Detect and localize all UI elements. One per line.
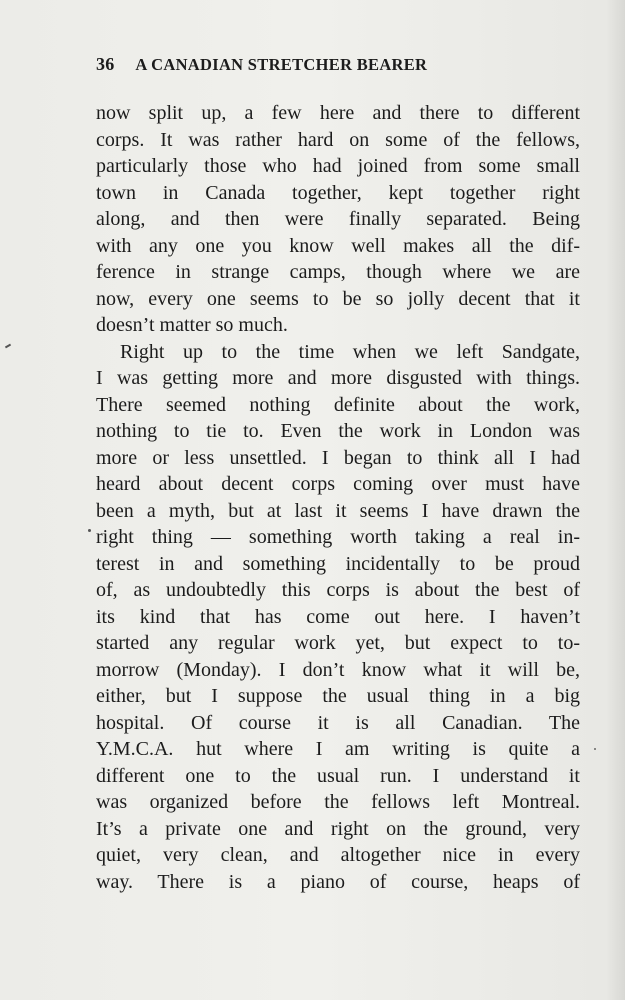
text-line: its kind that has come out here. I haven’t — [96, 605, 580, 628]
running-title: A CANADIAN STRETCHER BEARER — [135, 55, 428, 74]
text-line: corps. It was rather hard on some of the fellows, — [96, 128, 580, 151]
running-header — [96, 54, 536, 84]
text-line: of, as undoubtedly this corps is about the best of — [96, 579, 580, 601]
scan-speck — [88, 529, 91, 532]
text-line: different one to the usual run. I understand it — [96, 764, 580, 787]
text-line: terest in and something incidentally to be proud — [96, 552, 580, 575]
text-line: now, every one seems to be so jolly decent that it — [96, 287, 580, 310]
text-line: nothing to tie to. Even the work in London was — [96, 420, 580, 442]
text-line: morrow (Monday). I don’t know what it will be, — [96, 658, 580, 681]
text-line: with any one you know well makes all the dif- — [96, 234, 580, 257]
text-line: There seemed nothing definite about the work, — [96, 393, 580, 416]
text-line: Right up to the time when we left Sandgate, — [120, 340, 580, 363]
text-line: along, and then were finally separated. Being — [96, 208, 580, 230]
text-line: started any regular work yet, but expect to to- — [96, 632, 580, 654]
text-line: quiet, very clean, and altogether nice in every — [96, 844, 580, 866]
text-line: doesn’t matter so much. — [96, 314, 288, 336]
text-line: ference in strange camps, though where we are — [96, 261, 580, 283]
text-line: Y.M.C.A. hut where I am writing is quite a — [96, 738, 580, 760]
text-line: been a myth, but at last it seems I have drawn the — [96, 499, 580, 522]
page-number: 36 — [96, 54, 115, 74]
text-line: town in Canada together, kept together right — [96, 181, 580, 204]
text-line: particularly those who had joined from some small — [96, 155, 580, 177]
text-line: more or less unsettled. I began to think all I had — [96, 446, 580, 469]
text-line: was organized before the fellows left Montreal. — [96, 791, 580, 813]
scan-speck — [594, 748, 596, 750]
text-line: heard about decent corps coming over must have — [96, 473, 580, 495]
text-line: now split up, a few here and there to different — [96, 102, 580, 124]
text-line: hospital. Of course it is all Canadian. The — [96, 711, 580, 734]
body-text — [96, 100, 580, 895]
text-line: It’s a private one and right on the ground, very — [96, 817, 580, 840]
text-line: right thing — something worth taking a real in- — [96, 526, 580, 548]
text-line: way. There is a piano of course, heaps of — [96, 870, 580, 893]
text-line: either, but I suppose the usual thing in a big — [96, 685, 580, 707]
scan-speck — [5, 344, 11, 349]
text-line: I was getting more and more disgusted with things. — [96, 367, 580, 389]
